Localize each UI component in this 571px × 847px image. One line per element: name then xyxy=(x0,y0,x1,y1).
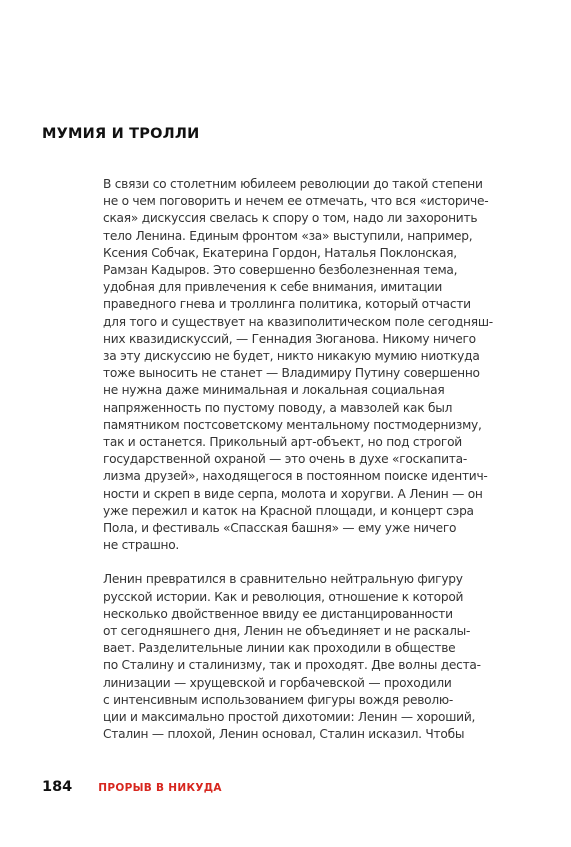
text-line: удобная для привлечения к себе внимания, имитации xyxy=(103,280,443,295)
paragraph xyxy=(103,571,481,743)
text-line: ции и максимально простой дихотомии: Ленин — хороший, xyxy=(103,710,476,725)
text-line: так и останется. Прикольный арт-объект, но под строгой xyxy=(103,435,462,450)
text-line: В связи со столетним юбилеем революции до такой степени xyxy=(103,177,483,191)
text-line: вает. Разделительные линии как проходили в обществе xyxy=(103,641,456,656)
text-line: Сталин — плохой, Ленин основал, Сталин исказил. Чтобы xyxy=(103,727,465,742)
running-head: ПРОРЫВ В НИКУДА xyxy=(98,782,222,794)
text-line: уже пережил и каток на Красной площади, и концерт сэра xyxy=(103,503,474,518)
text-line: за эту дискуссию не будет, никто никакую мумию ниоткуда xyxy=(103,349,480,364)
section-title: МУМИЯ И ТРОЛЛИ xyxy=(42,126,200,142)
paragraph-gap xyxy=(103,554,475,571)
text-line: не о чем поговорить и нечем ее отмечать, что вся «историче- xyxy=(103,194,489,209)
text-line: памятником постсоветскому ментальному постмодернизму, xyxy=(103,417,482,432)
text-line: с интенсивным использованием фигуры вождя револю- xyxy=(103,692,454,707)
page-footer xyxy=(42,779,222,795)
text-line: не нужна даже минимальная и локальная социальная xyxy=(103,383,445,398)
text-line: несколько двойственное ввиду ее дистанцированности xyxy=(103,606,453,621)
text-line: тело Ленина. Единым фронтом «за» выступили, например, xyxy=(103,228,473,243)
text-line: Пола, и фестиваль «Спасская башня» — ему уже ничего xyxy=(103,521,457,536)
page-number: 184 xyxy=(42,779,73,795)
text-line: русской истории. Как и революция, отношение к которой xyxy=(103,589,464,604)
text-line: ности и скреп в виде серпа, молота и хоругви. А Ленин — он xyxy=(103,486,483,501)
text-line: линизации — хрущевской и горбачевской — проходили xyxy=(103,675,452,690)
body-text xyxy=(103,176,493,744)
text-line: Ленин превратился в сравнительно нейтральную фигуру xyxy=(103,572,463,587)
text-line: лизма друзей», находящегося в постоянном поиске идентич- xyxy=(103,469,488,484)
text-line: не страшно. xyxy=(103,538,180,553)
text-line: праведного гнева и троллинга политика, который отчасти xyxy=(103,297,471,312)
text-line: ская» дискуссия свелась к спору о том, надо ли захоронить xyxy=(103,211,478,226)
text-line: напряженность по пустому поводу, а мавзолей как был xyxy=(103,400,453,415)
text-line: Ксения Собчак, Екатерина Гордон, Наталья Поклонская, xyxy=(103,245,457,260)
text-line: для того и существует на квазиполитическом поле сегодняш- xyxy=(103,314,493,329)
text-line: государственной охраной — это очень в духе «госкапита- xyxy=(103,452,468,467)
text-line: тоже выносить не станет — Владимиру Путину совершенно xyxy=(103,366,480,381)
text-line: Рамзан Кадыров. Это совершенно безболезненная тема, xyxy=(103,263,458,278)
text-line: по Сталину и сталинизму, так и проходят. Две волны деста- xyxy=(103,658,481,673)
paragraph xyxy=(103,176,493,554)
text-line: них квазидискуссий, — Геннадия Зюганова. Никому ничего xyxy=(103,331,476,346)
text-line: от сегодняшнего дня, Ленин не объединяет и не раскалы- xyxy=(103,624,471,639)
